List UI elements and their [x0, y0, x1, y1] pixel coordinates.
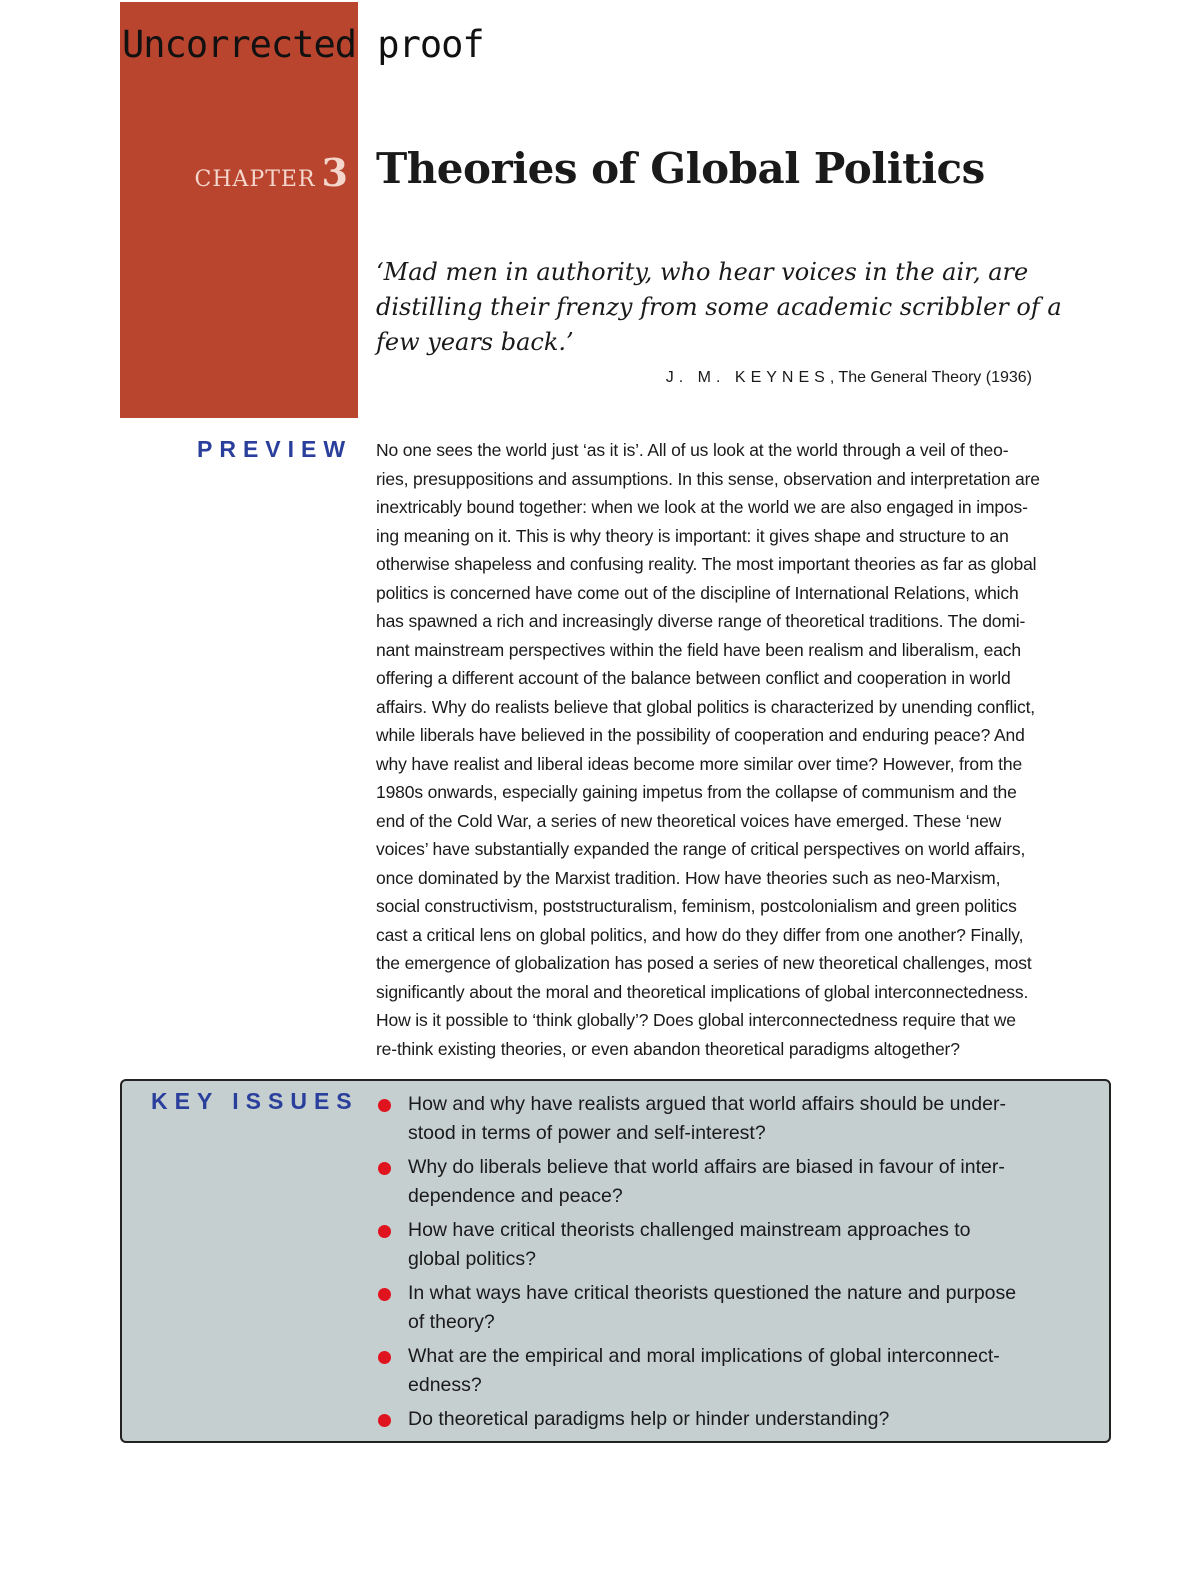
- preview-line: while liberals have believed in the possibility of cooperation and enduring peace? And: [376, 725, 1025, 745]
- key-issues-list: [376, 1090, 1096, 1439]
- preview-heading: PREVIEW: [197, 436, 353, 462]
- epigraph-attribution: [666, 369, 1032, 387]
- preview-line: end of the Cold War, a series of new theoretical voices have emerged. These ‘new: [376, 810, 1002, 831]
- key-issue-line: edness?: [408, 1374, 482, 1396]
- key-issue-line: global politics?: [408, 1248, 536, 1270]
- preview-line: No one sees the world just ‘as it is’. All of us look at the world through a veil of theo-: [376, 440, 1009, 460]
- preview-line: has spawned a rich and increasingly diverse range of theoretical traditions. The domi-: [376, 611, 1026, 631]
- preview-line: once dominated by the Marxist tradition. How have theories such as neo-Marxism,: [376, 867, 1001, 888]
- key-issue-line: dependence and peace?: [408, 1185, 623, 1207]
- preview-line: politics is concerned have come out of the discipline of International Relations, which: [376, 582, 1019, 603]
- preview-line: the emergence of globalization has posed a series of new theoretical challenges, most: [376, 953, 1032, 973]
- key-issue-item: [376, 1279, 1096, 1337]
- attribution-author: J. M. KEYNES: [665, 369, 830, 386]
- preview-line: offering a different account of the balance between conflict and cooperation in world: [376, 668, 1011, 688]
- preview-line: voices’ have substantially expanded the range of critical perspectives on world affairs,: [376, 839, 1026, 859]
- preview-line: significantly about the moral and theoretical implications of global interconnectedness.: [376, 981, 1029, 1002]
- bullet-icon: [378, 1414, 391, 1427]
- preview-body: [376, 436, 1116, 1063]
- chapter-number: 3: [321, 150, 348, 195]
- preview-line: How is it possible to ‘think globally’? Does global interconnectedness require that we: [376, 1010, 1016, 1030]
- key-issues-heading: KEY ISSUES: [151, 1088, 359, 1114]
- key-issue-line: stood in terms of power and self-interest?: [408, 1122, 766, 1144]
- key-issue-line: How and why have realists argued that world affairs should be under-: [408, 1093, 1006, 1115]
- key-issue-item: [376, 1405, 1096, 1434]
- key-issue-line: How have critical theorists challenged mainstream approaches to: [408, 1219, 971, 1241]
- preview-line: 1980s onwards, especially gaining impetus from the collapse of communism and the: [376, 782, 1017, 802]
- epigraph-line: few years back.’: [376, 328, 574, 356]
- key-issue-line: Why do liberals believe that world affairs are biased in favour of inter-: [408, 1156, 1005, 1178]
- attribution-source: , The General Theory (1936): [829, 369, 1032, 386]
- preview-line: why have realist and liberal ideas become more similar over time? However, from the: [376, 753, 1023, 774]
- epigraph-quote: [376, 255, 1066, 360]
- key-issue-item: [376, 1090, 1096, 1148]
- chapter-label: [195, 150, 348, 195]
- uncorrected-proof-mark: Uncorrected proof: [122, 23, 484, 66]
- preview-line: otherwise shapeless and confusing reality. The most important theories as far as global: [376, 554, 1037, 574]
- preview-line: re-think existing theories, or even abandon theoretical paradigms altogether?: [376, 1038, 960, 1059]
- preview-line: social constructivism, poststructuralism, feminism, postcolonialism and green politics: [376, 896, 1017, 916]
- key-issue-line: In what ways have critical theorists questioned the nature and purpose: [408, 1282, 1017, 1304]
- key-issue-line: What are the empirical and moral implications of global interconnect-: [408, 1345, 1000, 1367]
- key-issue-line: Do theoretical paradigms help or hinder understanding?: [408, 1408, 890, 1430]
- bullet-icon: [378, 1099, 391, 1112]
- bullet-icon: [378, 1162, 391, 1175]
- preview-line: affairs. Why do realists believe that global politics is characterized by unending conflict,: [376, 696, 1036, 717]
- preview-line: nant mainstream perspectives within the field have been realism and liberalism, each: [376, 639, 1021, 660]
- preview-line: ries, presuppositions and assumptions. In this sense, observation and interpretation are: [376, 468, 1040, 489]
- bullet-icon: [378, 1351, 391, 1364]
- preview-line: ing meaning on it. This is why theory is important: it gives shape and structure to an: [376, 525, 1009, 546]
- key-issue-line: of theory?: [408, 1311, 495, 1333]
- preview-line: inextricably bound together: when we look at the world we are also engaged in impos-: [376, 497, 1028, 517]
- chapter-word: CHAPTER: [194, 167, 316, 192]
- bullet-icon: [378, 1225, 391, 1238]
- key-issue-item: [376, 1216, 1096, 1274]
- epigraph-line: ‘Mad men in authority, who hear voices in the air, are: [376, 258, 1029, 286]
- bullet-icon: [378, 1288, 391, 1301]
- key-issue-item: [376, 1342, 1096, 1400]
- preview-line: cast a critical lens on global politics, and how do they differ from one another? Finally,: [376, 924, 1024, 945]
- epigraph-line: distilling their frenzy from some academic scribbler of a: [376, 293, 1062, 321]
- key-issue-item: [376, 1153, 1096, 1211]
- chapter-title: Theories of Global Politics: [376, 144, 985, 193]
